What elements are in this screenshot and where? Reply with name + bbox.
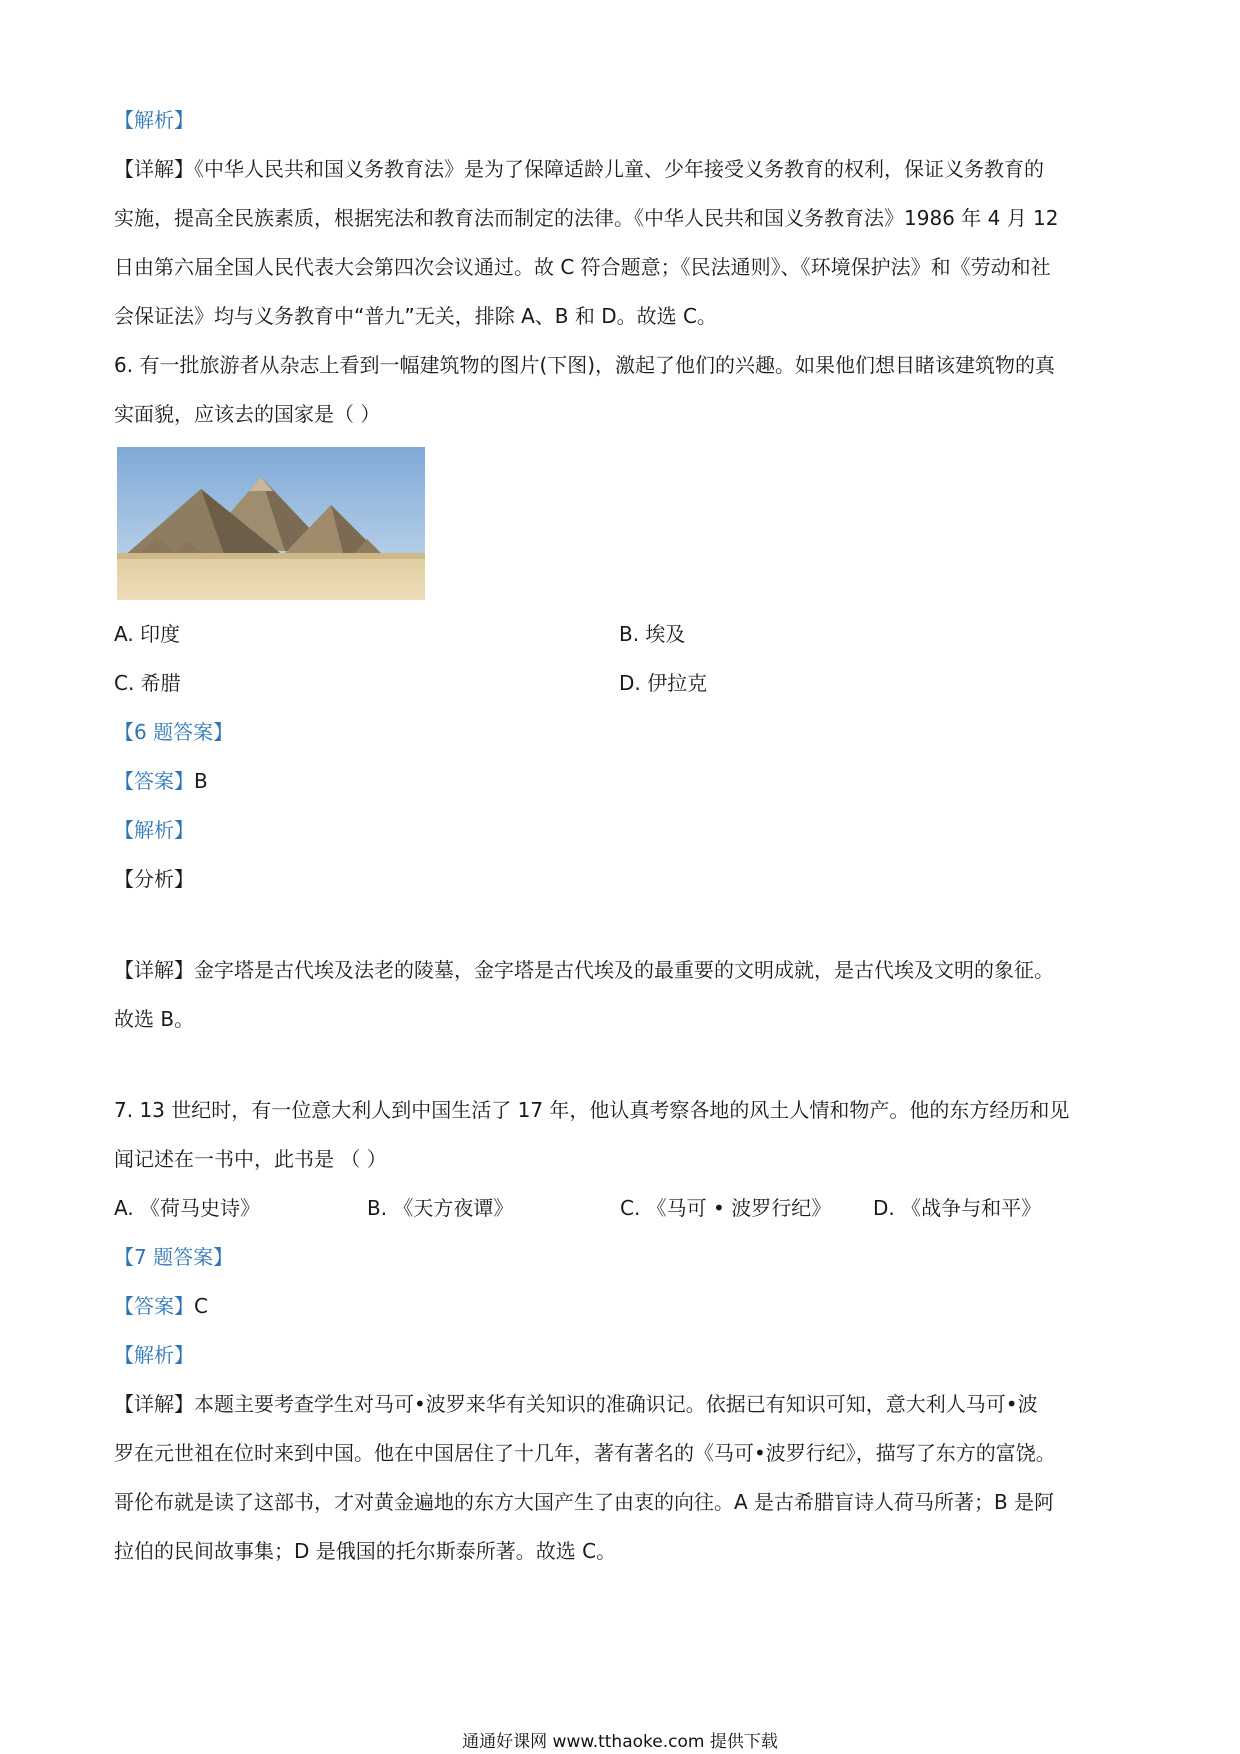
q7-answer-header: 【7 题答案】 [114,1245,234,1269]
q7-xiangjie-line-1: 【详解】本题主要考查学生对马可•波罗来华有关知识的准确识记。依据已有知识可知，意大利人马可•波 [114,1392,1038,1416]
q6-stem-line-2: 实面貌，应该去的国家是（ ） [114,402,381,426]
q7-stem-line-1: 7. 13 世纪时，有一位意大利人到中国生活了 17 年，他认真考察各地的风土人情和物产。他的东方经历和见 [114,1098,1070,1122]
q6-option-a: A. 印度 [114,622,181,646]
pyramids-image [117,447,425,600]
q7-option-d: D. 《战争与和平》 [873,1196,1042,1220]
spacer [114,904,1130,946]
q7-answer [114,1282,1130,1331]
xiangjie-q5-line-2: 实施，提高全民族素质，根据宪法和教育法而制定的法律。《中华人民共和国义务教育法》1986 年 4 月 12 [114,206,1059,230]
q6-answer-header: 【6 题答案】 [114,720,234,744]
q7-xiangjie-line-4: 拉伯的民间故事集；D 是俄国的托尔斯泰所著。故选 C。 [114,1539,617,1563]
document-page [114,96,1130,1576]
q6-option-d: D. 伊拉克 [619,671,708,695]
q6-jiexi-label: 【解析】 [114,818,194,842]
q6-answer-tag: 【答案】 [114,769,194,793]
q6-options-row-2 [114,659,1130,708]
q6-option-b: B. 埃及 [619,622,686,646]
q7-option-a: A. 《荷马史诗》 [114,1196,261,1220]
q7-answer-tag: 【答案】 [114,1294,194,1318]
q6-answer [114,757,1130,806]
q7-stem-line-2: 闻记述在一书中，此书是 （ ） [114,1147,387,1171]
q6-stem-line-1: 6. 有一批旅游者从杂志上看到一幅建筑物的图片(下图)，激起了他们的兴趣。如果他们想目睹该建筑物的真 [114,353,1056,377]
pyramids-photo [117,447,425,600]
q7-answer-value: C [194,1294,208,1318]
q6-options-row-1 [114,610,1130,659]
xiangjie-q5-line-4: 会保证法》均与义务教育中“普九”无关，排除 A、B 和 D。故选 C。 [114,304,717,328]
q7-option-b: B. 《天方夜谭》 [367,1196,514,1220]
q6-fenxi-label: 【分析】 [114,867,194,891]
q7-xiangjie-line-3: 哥伦布就是读了这部书，才对黄金遍地的东方大国产生了由衷的向往。A 是古希腊盲诗人荷马所著；B 是阿 [114,1490,1055,1514]
q6-xiangjie-line-1: 【详解】金字塔是古代埃及法老的陵墓，金字塔是古代埃及的最重要的文明成就，是古代埃及文明的象征。 [114,958,1054,982]
page-footer: 通通好课网 www.tthaoke.com 提供下载 [462,1732,778,1752]
xiangjie-q5-line-1: 【详解】《中华人民共和国义务教育法》是为了保障适龄儿童、少年接受义务教育的权利，保证义务教育的 [114,157,1044,181]
spacer [114,1044,1130,1086]
q6-answer-value: B [194,769,208,793]
q6-xiangjie-line-2: 故选 B。 [114,1007,195,1031]
q7-xiangjie-line-2: 罗在元世祖在位时来到中国。他在中国居住了十几年，著有著名的《马可•波罗行纪》，描写了东方的富饶。 [114,1441,1056,1465]
q7-option-c: C. 《马可 • 波罗行纪》 [620,1196,832,1220]
xiangjie-q5-line-3: 日由第六届全国人民代表大会第四次会议通过。故 C 符合题意；《民法通则》、《环境保护法》和《劳动和社 [114,255,1051,279]
q6-option-c: C. 希腊 [114,671,181,695]
q7-options-row [114,1184,1130,1233]
q7-jiexi-label: 【解析】 [114,1343,194,1367]
jiexi-label-top: 【解析】 [114,108,194,132]
